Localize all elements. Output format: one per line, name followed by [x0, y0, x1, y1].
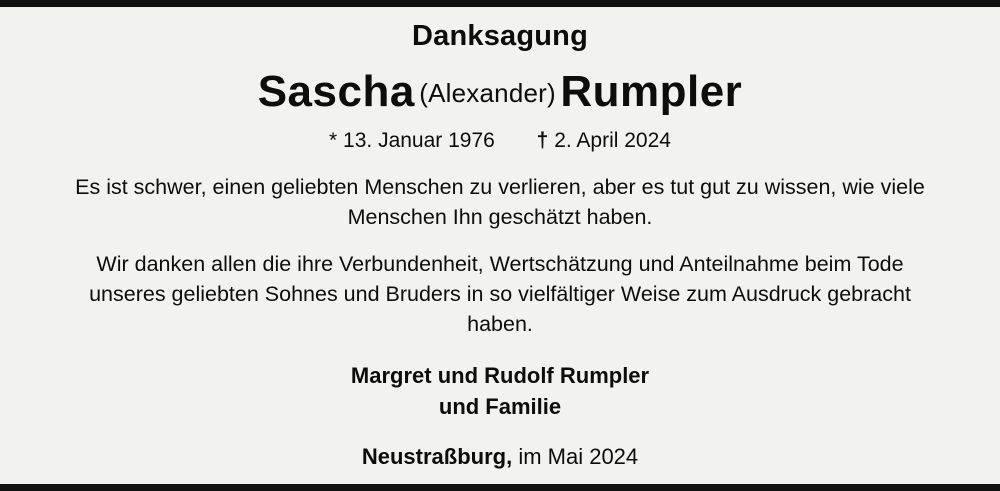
- family-signature: [351, 361, 649, 422]
- memorial-text-first: Es ist schwer, einen geliebten Menschen zu verlieren, aber es tut gut zu wissen, wie viele Menschen Ihn geschätzt haben.: [75, 175, 925, 229]
- deceased-first-name: Sascha: [257, 66, 415, 116]
- notice-date: im Mai 2024: [512, 444, 639, 470]
- place-and-date: [362, 444, 638, 470]
- deceased-name: [257, 66, 743, 116]
- notice-headline: Danksagung: [411, 20, 589, 52]
- birth-date: * 13. Januar 1976: [329, 129, 495, 153]
- cross-icon: †: [536, 129, 549, 153]
- life-dates: [329, 129, 671, 153]
- deceased-last-name: Rumpler: [560, 66, 743, 116]
- death-date: 2. April 2024: [554, 129, 671, 153]
- place-name: Neustraßburg,: [361, 444, 513, 470]
- memorial-text-second: Wir danken allen die ihre Verbundenheit, Wertschätzung und Anteilnahme beim Tode unseres geliebten Sohnes und Bruders in so vielfältiger Weise zum Ausdruck gebracht haben.: [89, 252, 911, 336]
- signature-line-2: und Familie: [438, 393, 562, 419]
- signature-line-1: Margret und Rudolf Rumpler: [350, 363, 650, 389]
- deceased-middle-name: (Alexander): [419, 77, 556, 108]
